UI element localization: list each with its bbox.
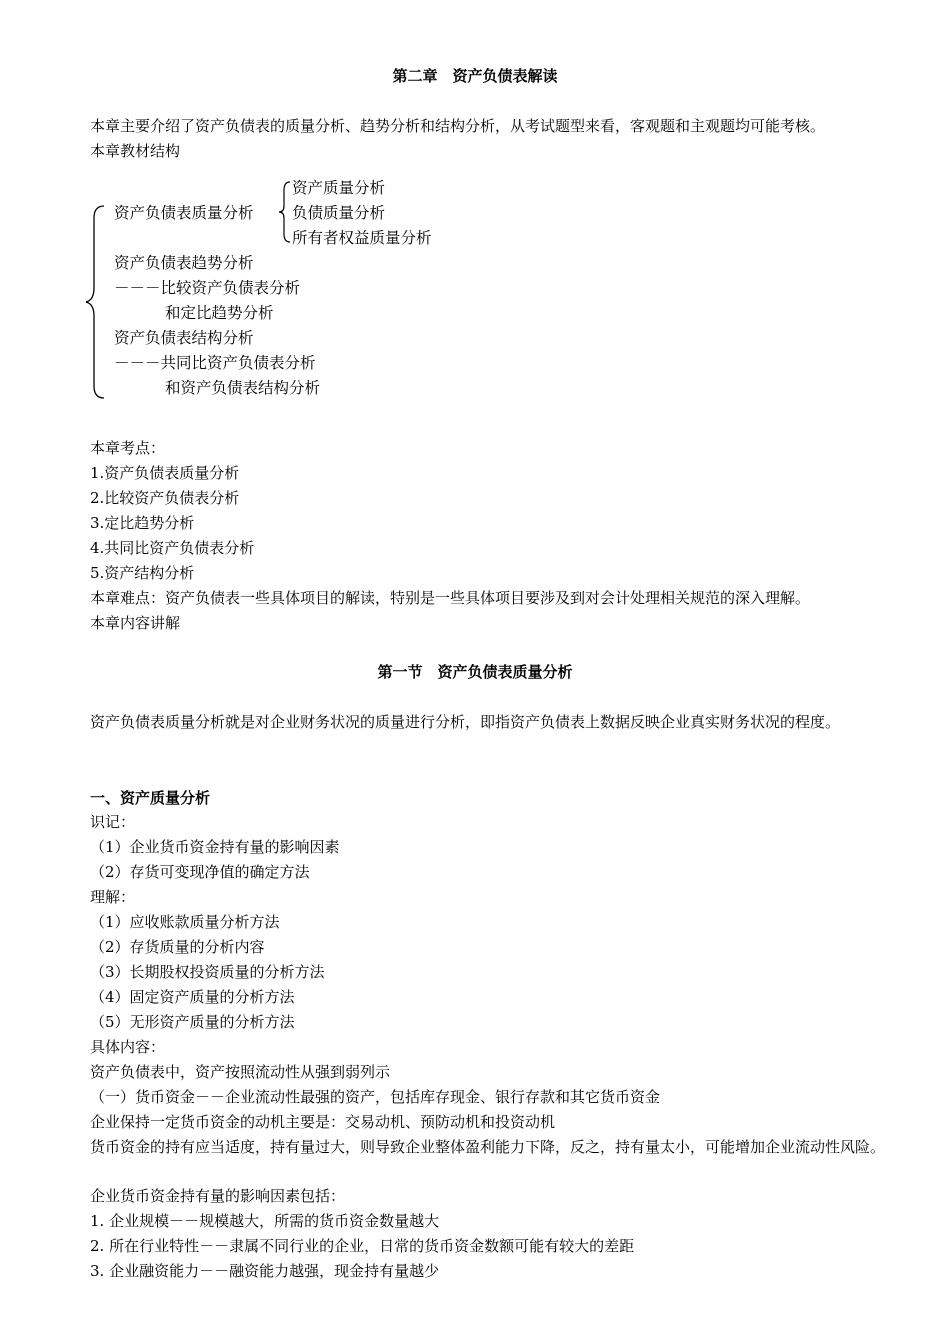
understand-label: 理解： — [90, 888, 136, 906]
keypoint-item: 1.资产负债表质量分析 — [90, 464, 240, 482]
sub-heading: 一、资产质量分析 — [90, 789, 211, 807]
understand-item: （3）长期股权投资质量的分析方法 — [90, 963, 325, 981]
keypoint-item: 2.比较资产负债表分析 — [90, 489, 240, 507]
factor-item: 1. 企业规模－－规模越大，所需的货币资金数量越大 — [90, 1212, 440, 1230]
detail-label: 具体内容： — [90, 1038, 166, 1056]
diagram-quality: 资产负债表质量分析 — [114, 204, 254, 222]
recognize-item: （1）企业货币资金持有量的影响因素 — [90, 838, 340, 856]
factor-item: 2. 所在行业特性－－隶属不同行业的企业，日常的货币资金数额可能有较大的差距 — [90, 1237, 635, 1255]
inner-brace — [278, 180, 292, 244]
keypoint-item: 4.共同比资产负债表分析 — [90, 539, 255, 557]
outer-brace — [84, 204, 106, 400]
diagram-trend-sub1: －－－比较资产负债表分析 — [114, 279, 301, 297]
understand-item: （4）固定资产质量的分析方法 — [90, 988, 295, 1006]
content-label: 本章内容讲解 — [90, 614, 181, 632]
diagram-equity-quality: 所有者权益质量分析 — [292, 229, 432, 247]
structure-label: 本章教材结构 — [90, 142, 181, 160]
understand-item: （5）无形资产质量的分析方法 — [90, 1013, 295, 1031]
detail-line: 企业保持一定货币资金的动机主要是：交易动机、预防动机和投资动机 — [90, 1113, 556, 1131]
diagram-structure: 资产负债表结构分析 — [114, 329, 254, 347]
section-title: 第一节 资产负债表质量分析 — [377, 663, 573, 681]
detail-line: 资产负债表中，资产按照流动性从强到弱列示 — [90, 1063, 391, 1081]
diagram-structure-sub1: －－－共同比资产负债表分析 — [114, 354, 316, 372]
factor-item: 3. 企业融资能力－－融资能力越强，现金持有量越少 — [90, 1262, 440, 1280]
diagram-structure-sub2: 和资产负债表结构分析 — [165, 379, 321, 397]
recognize-label: 识记： — [90, 813, 136, 831]
diagram-trend: 资产负债表趋势分析 — [114, 254, 254, 272]
keypoint-item: 5.资产结构分析 — [90, 564, 195, 582]
understand-item: （1）应收账款质量分析方法 — [90, 913, 280, 931]
diagram-trend-sub2: 和定比趋势分析 — [165, 304, 274, 322]
keypoints-label: 本章考点： — [90, 439, 166, 457]
diagram-liability-quality: 负债质量分析 — [292, 204, 386, 222]
detail-line: （一）货币资金－－企业流动性最强的资产，包括库存现金、银行存款和其它货币资金 — [90, 1088, 661, 1106]
understand-item: （2）存货质量的分析内容 — [90, 938, 265, 956]
difficulty-text: 本章难点：资产负债表一些具体项目的解读，特别是一些具体项目要涉及到对会计处理相关规范的深入理解。 — [90, 589, 811, 607]
keypoint-item: 3.定比趋势分析 — [90, 514, 195, 532]
factors-label: 企业货币资金持有量的影响因素包括： — [90, 1187, 346, 1205]
intro-text: 本章主要介绍了资产负债表的质量分析、趋势分析和结构分析，从考试题型来看，客观题和主观题均可能考核。 — [90, 117, 826, 135]
chapter-title: 第二章 资产负债表解读 — [392, 67, 558, 85]
recognize-item: （2）存货可变现净值的确定方法 — [90, 863, 310, 881]
holding-paragraph: 货币资金的持有应当适度，持有量过大，则导致企业整体盈利能力下降，反之，持有量太小，可能增加企业流动性风险。 — [90, 1138, 886, 1156]
diagram-asset-quality: 资产质量分析 — [292, 179, 386, 197]
section-intro: 资产负债表质量分析就是对企业财务状况的质量进行分析，即指资产负债表上数据反映企业真实财务状况的程度。 — [90, 713, 841, 731]
